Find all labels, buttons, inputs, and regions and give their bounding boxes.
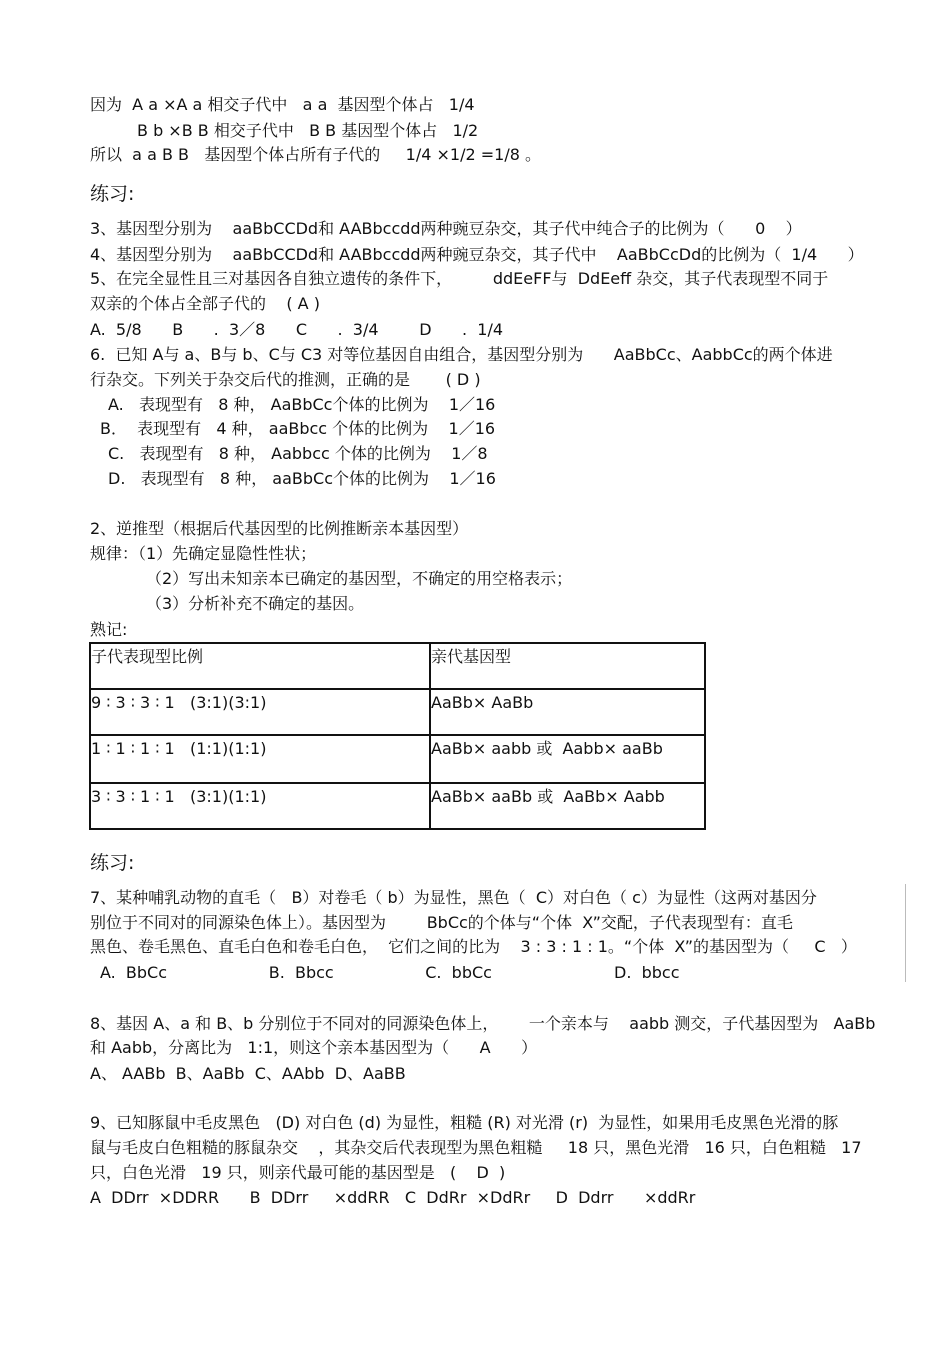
intro-line-1: 因为 A a ×A a 相交子代中 a a 基因型个体占 1/4 <box>90 95 475 114</box>
table-cell: 3 ∶ 3 ∶ 1 ∶ 1 (3:1)(1:1) <box>90 783 430 829</box>
table-row <box>90 783 705 829</box>
question-4: 4、基因型分别为 aaBbCCDd和 AABbccdd两种豌豆杂交，其子代中 AaBbCcDd的比例为（ 1/4 ） <box>90 245 864 264</box>
question-8-options: A、 AABb B、AaBb C、AAbb D、AaBB <box>90 1064 406 1083</box>
table-cell: 9 ∶ 3 ∶ 3 ∶ 1 (3:1)(3:1) <box>90 689 430 735</box>
question-5-line-2: 双亲的个体占全部子代的 ( A ) <box>90 294 320 313</box>
question-9-line-2: 鼠与毛皮白色粗糙的豚鼠杂交 ，其杂交后代表现型为黑色粗糙 18 只，黑色光滑 16 只，白色粗糙 17 <box>90 1138 862 1157</box>
question-7-line-1: 7、某种哺乳动物的直毛（ B）对卷毛（ b）为显性，黑色（ C）对白色（ c）为显性（这两对基因分 <box>90 888 817 907</box>
table-header-cell: 亲代基因型 <box>430 643 705 689</box>
section-2-title: 2、逆推型（根据后代基因型的比例推断亲本基因型） <box>90 519 469 538</box>
question-9-line-3: 只，白色光滑 19 只，则亲代最可能的基因型是 ( D ) <box>90 1163 506 1182</box>
table-header-cell: 子代表现型比例 <box>90 643 430 689</box>
question-7-options: A. BbCc B. Bbcc C. bbCc D. bbcc <box>100 963 680 982</box>
question-6-option-d: D. 表现型有 8 种， aaBbCc个体的比例为 1／16 <box>108 469 496 488</box>
table-cell: AaBb× aabb 或 Aabb× aaBb <box>430 735 705 783</box>
table-header-row <box>90 643 705 689</box>
question-8-line-2: 和 Aabb，分离比为 1:1，则这个亲本基因型为（ A ） <box>90 1038 538 1057</box>
question-6-option-b: B． 表现型有 4 种， aaBbcc 个体的比例为 1／16 <box>100 419 496 438</box>
question-3: 3、基因型分别为 aaBbCCDd和 AABbccdd两种豌豆杂交，其子代中纯合子的比例为（ 0 ） <box>90 219 802 238</box>
practice-heading-2: 练习: <box>90 852 135 874</box>
question-5-line-1: 5、在完全显性且三对基因各自独立遗传的条件下， ddEeFF与 DdEeff 杂交，其子代表现型不同于 <box>90 269 829 288</box>
question-5-options: A. 5/8 B . 3／8 C . 3/4 D . 1/4 <box>90 320 504 339</box>
rule-1: 规律：（1）先确定显隐性性状； <box>90 544 317 563</box>
rule-3: （3）分析补充不确定的基因。 <box>146 594 365 613</box>
question-8-line-1: 8、基因 A、a 和 B、b 分别位于不同对的同源染色体上， 一个亲本与 aabb 测交，子代基因型为 AaBb <box>90 1014 876 1033</box>
ratio-table <box>89 642 706 830</box>
practice-heading-1: 练习: <box>90 183 135 205</box>
memorize-label: 熟记: <box>90 620 128 639</box>
question-9-options: A DDrr ×DDRR B DDrr ×ddRR C DdRr ×DdRr D Ddrr ×ddRr <box>90 1188 696 1207</box>
question-6-line-1: 6. 已知 A与 a、B与 b、C与 C3 对等位基因自由组合，基因型分别为 AaBbCc、AabbCc的两个体进 <box>90 345 833 364</box>
table-row <box>90 689 705 735</box>
question-6-option-a: A. 表现型有 8 种， AaBbCc个体的比例为 1／16 <box>108 395 496 414</box>
rule-2: （2）写出未知亲本已确定的基因型，不确定的用空格表示； <box>146 569 573 588</box>
question-6-line-2: 行杂交。下列关于杂交后代的推测，正确的是 ( D ) <box>90 370 481 389</box>
table-cell: 1 ∶ 1 ∶ 1 ∶ 1 (1:1)(1:1) <box>90 735 430 783</box>
question-7-line-2: 别位于不同对的同源染色体上）。基因型为 BbCc的个体与“个体 X”交配，子代表现型有：直毛 <box>90 913 793 932</box>
intro-line-2: B b ×B B 相交子代中 B B 基因型个体占 1/2 <box>137 121 479 140</box>
question-7-line-3: 黑色、卷毛黑色、直毛白色和卷毛白色， 它们之间的比为 3 : 3 : 1 : 1。“个体 X”的基因型为（ C ） <box>90 937 857 956</box>
table-cell: AaBb× aaBb 或 AaBb× Aabb <box>430 783 705 829</box>
question-9-line-1: 9、已知豚鼠中毛皮黑色 (D) 对白色 (d) 为显性，粗糙 (R) 对光滑 (r) 为显性，如果用毛皮黑色光滑的豚 <box>90 1113 839 1132</box>
question-6-option-c: C. 表现型有 8 种， Aabbcc 个体的比例为 1／8 <box>108 444 488 463</box>
intro-line-3: 所以 a a B B 基因型个体占所有子代的 1/4 ×1/2 =1/8 。 <box>90 145 542 164</box>
table-cell: AaBb× AaBb <box>430 689 705 735</box>
table-row <box>90 735 705 783</box>
margin-rule <box>905 884 906 982</box>
